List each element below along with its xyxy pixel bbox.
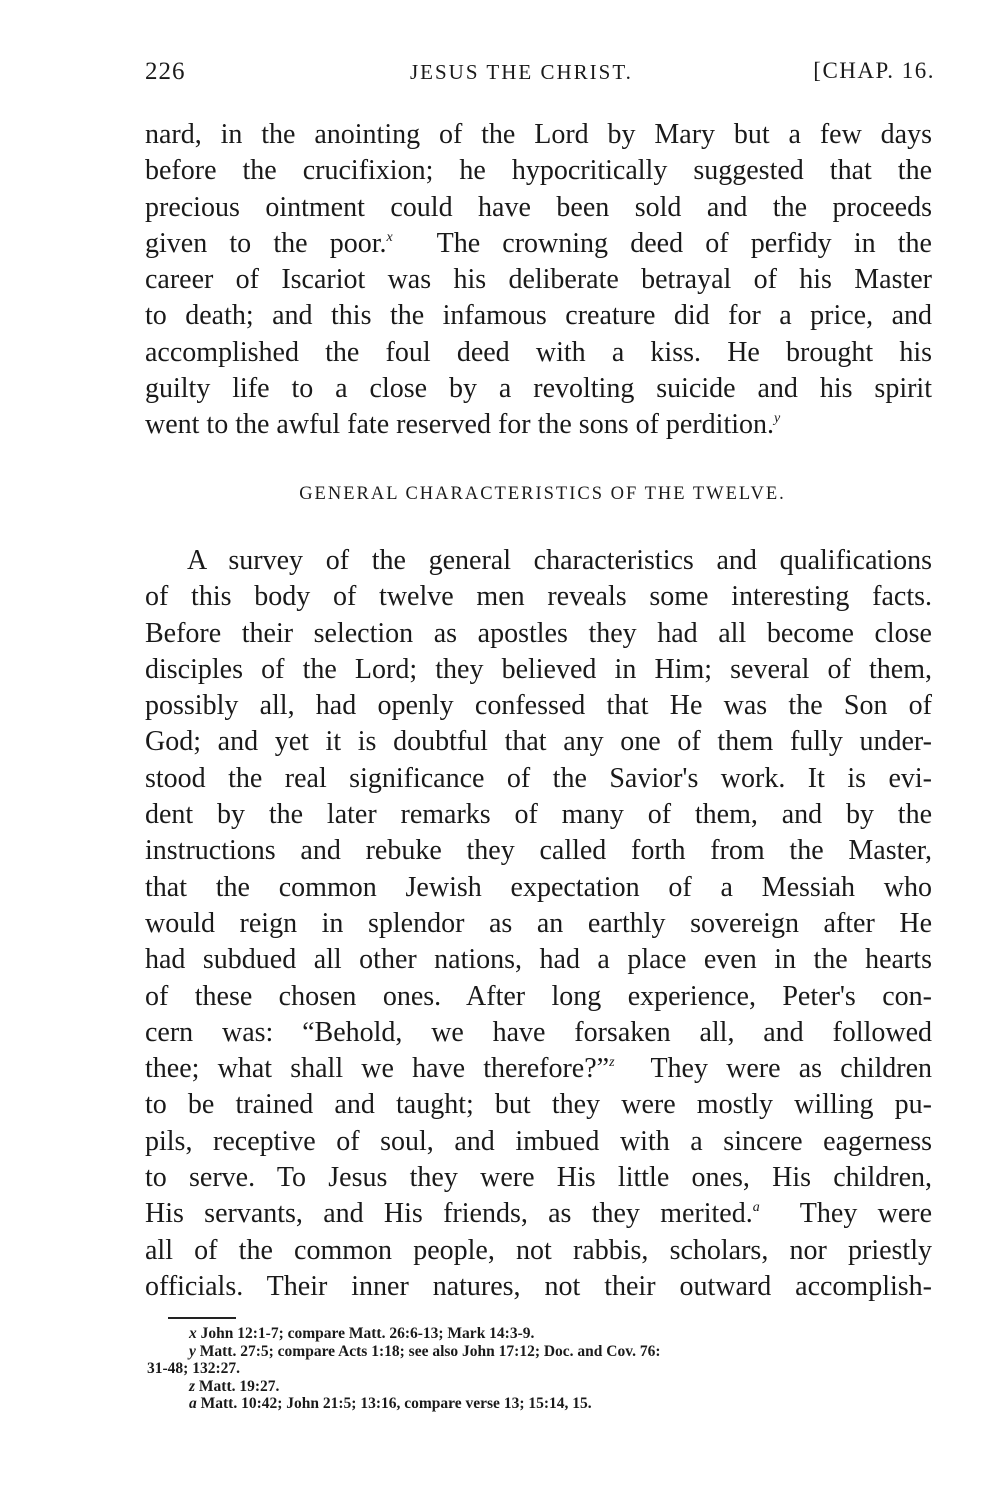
section-heading: GENERAL CHARACTERISTICS OF THE TWELVE. [299,484,786,504]
text-line: stood the real significance of the Savior's work. It is evi- [145,762,932,794]
text-line: dent by the later remarks of many of them, and by the [145,799,932,831]
page-number: 226 [145,58,186,85]
footnote-text: Matt. 27:5; compare Acts 1:18; see also John 17:12; Doc. and Cov. 76: [199,1342,661,1360]
footnote-ref-a: a [752,1200,760,1216]
text-line: Before their selection as apostles they had all become close [145,617,932,649]
chapter-label: [CHAP. 16. [813,58,935,83]
footnote-ref-z: z [609,1055,615,1071]
footnote-mark: x [189,1325,197,1342]
text-line: all of the common people, not rabbis, scholars, nor priestly [145,1234,932,1266]
footnote-text: Matt. 10:42; John 21:5; 13:16, compare verse 13; 15:14, 15. [200,1395,592,1412]
running-title: JESUS THE CHRIST. [410,60,633,84]
text-segment: They were [799,1198,933,1230]
text-line: precious ointment could have been sold and the proceeds [145,191,932,223]
text-line: would reign in splendor as an earthly sovereign after He [145,907,932,939]
footnote-mark: y [189,1342,196,1360]
text-line: that the common Jewish expectation of a Messiah who [145,871,932,903]
text-line [145,226,932,262]
text-line: A survey of the general characteristics and qualifications [187,545,932,576]
text-line: to death; and this the infamous creature did for a price, and [145,300,932,332]
text-line: to serve. To Jesus they were His little ones, His children, [145,1162,932,1194]
text-line [145,1051,932,1087]
footnotes [147,1325,937,1413]
text-segment: His servants, and His friends, as they merited. [145,1198,753,1230]
text-line [145,407,932,443]
footnote-ref-y: y [774,411,781,427]
footnote-divider [168,1317,236,1319]
text-segment: thee; what shall we have therefore?” [145,1053,610,1085]
footnote-mark: z [189,1377,196,1395]
footnote [147,1343,937,1361]
footnote-text: John 12:1-7; compare Matt. 26:6-13; Mark 14:3-9. [200,1325,535,1342]
footnote [147,1325,937,1343]
text-line: cern was: “Behold, we have forsaken all, and followed [145,1016,932,1048]
text-segment: given to the poor. [145,227,387,259]
text-segment: The crowning deed of perfidy in the [436,227,932,259]
text-line: possibly all, had openly confessed that He was the Son of [145,690,932,722]
text-line: to be trained and taught; but they were mostly willing pu- [145,1089,932,1121]
text-line: God; and yet it is doubtful that any one of them fully under- [145,726,932,758]
text-line: of these chosen ones. After long experience, Peter's con- [145,980,932,1012]
text-segment: went to the awful fate reserved for the sons of perdition. [145,409,775,441]
footnote-ref-x: x [386,229,393,245]
text-line: career of Iscariot was his deliberate betrayal of his Master [145,264,932,296]
paragraph-2 [145,543,932,1305]
text-line [145,1196,932,1232]
footnote [147,1378,937,1396]
footnote-mark: a [189,1395,197,1412]
text-line: nard, in the anointing of the Lord by Mary but a few days [145,119,932,150]
text-line: had subdued all other nations, had a place even in the hearts [145,944,932,976]
text-line: pils, receptive of soul, and imbued with a sincere eagerness [145,1125,932,1157]
text-line: of this body of twelve men reveals some interesting facts. [145,581,932,613]
footnote [147,1395,937,1413]
page-header [145,58,935,98]
text-line: instructions and rebuke they called forth from the Master, [145,835,932,867]
text-line: officials. Their inner natures, not their outward accomplish- [145,1270,932,1302]
footnote-text: Matt. 19:27. [198,1377,280,1395]
text-line: before the crucifixion; he hypocritically suggested that the [145,155,932,187]
text-line: accomplished the foul deed with a kiss. He brought his [145,336,932,368]
text-line: guilty life to a close by a revolting suicide and his spirit [145,373,932,405]
text-line: disciples of the Lord; they believed in Him; several of them, [145,653,932,685]
footnote-continuation: 31-48; 132:27. [147,1360,240,1377]
text-segment: They were as children [650,1053,933,1085]
paragraph-1 [145,117,932,444]
